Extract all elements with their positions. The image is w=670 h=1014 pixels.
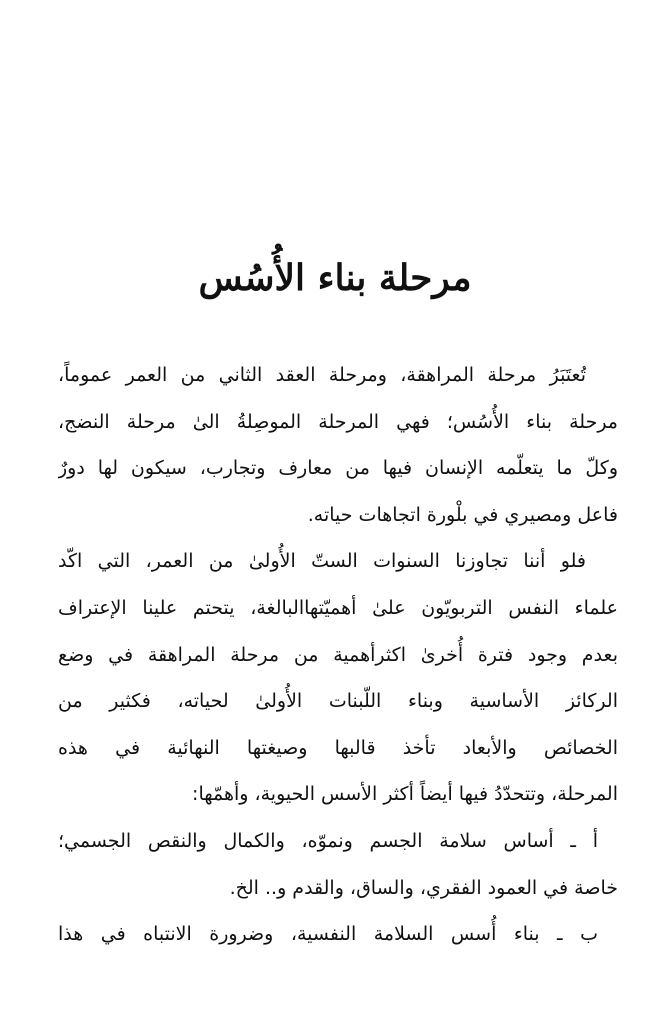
list-item-a: أ ـ أساس سلامة الجسم ونموّه، والكمال والنقص الجسمي؛ bbox=[58, 829, 598, 852]
text-line: الركائز الأساسية وبناء اللّبنات الأُولىٰ لحياته، فكثير من bbox=[58, 690, 618, 713]
text-line: وكلّ ما يتعلّمه الإنسان فيها من معارف وتجارب، سيكون لها دورٌ bbox=[58, 457, 618, 480]
text-line: تُعتَبَرُ مرحلة المراهقة، ومرحلة العقد الثاني من العمر عموماً، bbox=[58, 364, 586, 386]
text-line: علماء النفس التربويّون علىٰ أهميّتهاالبالغة، يتحتم علينا الإعتراف bbox=[58, 596, 618, 619]
body-text bbox=[58, 352, 618, 958]
text-line: خاصة في العمود الفقري، والساق، والقدم و.. الخ. bbox=[229, 876, 618, 899]
text-line: فاعل ومصيري في بلْورة اتجاهات حياته. bbox=[307, 503, 618, 526]
list-item-b: ب ـ بناء أُسس السلامة النفسية، وضرورة الانتباه في هذا bbox=[58, 923, 598, 946]
page-title: مرحلة بناء الأُسُس bbox=[198, 257, 472, 299]
text-line: بعدم وجود فترة أُخرىٰ اكثرأهمية من مرحلة المراهقة في وضع bbox=[58, 643, 618, 666]
text-line: مرحلة بناء الأُسُس؛ فهي المرحلة الموصِلةُ الىٰ مرحلة النضج، bbox=[58, 410, 618, 433]
text-line: الخصائص والأبعاد تأخذ قالبها وصيغتها النهائية في هذه bbox=[58, 736, 618, 759]
text-line: فلو أننا تجاوزنا السنوات الستّ الأُولىٰ من العمر، التي اكّد bbox=[58, 550, 586, 573]
text-line: المرحلة، وتتحدّدُ فيها أيضاً أكثر الأسس الحيوية، وأهمّها: bbox=[192, 783, 618, 806]
